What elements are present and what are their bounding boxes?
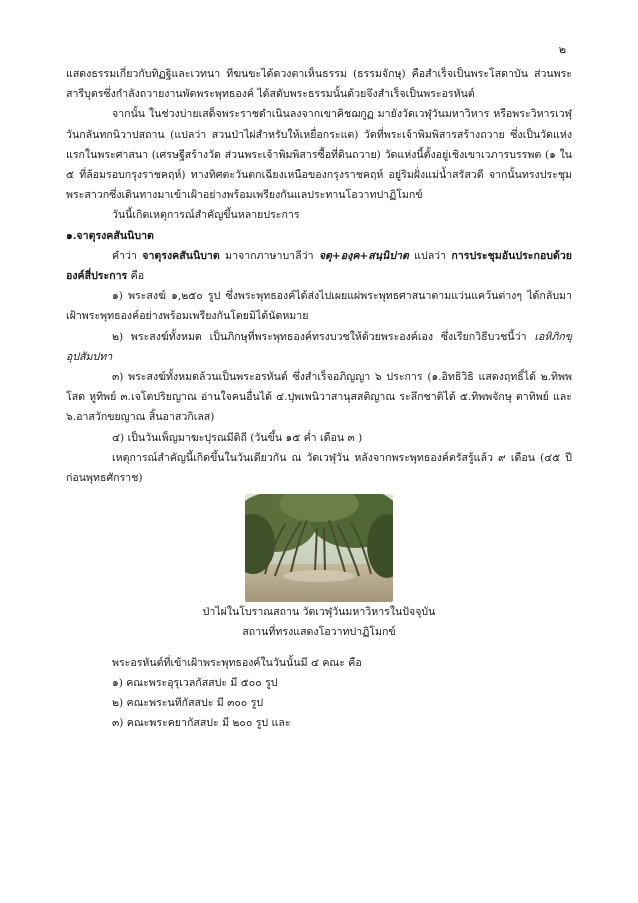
list-item-text: ๒) พระสงฆ์ทั้งหมด เป็นภิกษุที่พระพุทธองค์ทรงบวชให้ด้วยพระองค์เอง ซึ่งเรียกวิธีบวชนี้ว่า bbox=[112, 330, 535, 343]
pali-etymology: จตุ+องฺค+สนฺนิปาต bbox=[318, 249, 409, 262]
paragraph-5: เหตุการณ์สำคัญนี้เกิดขึ้นในวันเดียวกัน ณ วัดเวฬุวัน หลังจากพระพุทธองค์ตรัสรู้แล้ว ๙ เดือน (๔๕ ปี ก่อนพุทธศักราช) bbox=[66, 451, 572, 485]
definition-text: มาจากภาษาบาลีว่า bbox=[219, 249, 319, 262]
page-number: ๒ bbox=[558, 43, 566, 56]
definition-text: คือ bbox=[127, 270, 145, 283]
list-item: ๒) คณะพระนทีกัสสปะ มี ๓๐๐ รูป bbox=[112, 697, 264, 710]
photo-caption: ป่าไผ่ในโบราณสถาน วัดเวฬุวันมหาวิหารในปัจจุบัน bbox=[202, 606, 436, 619]
photo-caption: สถานที่ทรงแสดงโอวาทปาฏิโมกข์ bbox=[242, 626, 396, 639]
list-item: ๔) เป็นวันเพ็ญมาฆะปุรณมีดิถี (วันขึ้น ๑๕ ค่ำ เดือน ๓ ) bbox=[112, 431, 363, 444]
paragraph-definition bbox=[66, 246, 572, 286]
bamboo-forest-photo bbox=[245, 494, 393, 602]
list-item: ๓) พระสงฆ์ทั้งหมดล้วนเป็นพระอรหันต์ ซึ่งสำเร็จอภิญญา ๖ ประการ (๑.อิทธิวิธิ แสดงฤทธิ์ได้ ๒.ทิพพโสต หูทิพย์ ๓.เจโตปริยญาณ อ่านใจคนอื่นได้ ๔.ปุพเพนิวาสานุสสติญาณ ระลึกชาติได้ ๕.ทิพพจักษุ ตาทิพย์ และ ๖.อาสวักขยญาณ สิ้นอาสวกิเลส) bbox=[66, 371, 572, 424]
list-item: ๓) คณะพระคยากัสสปะ มี ๒๐๐ รูป และ bbox=[112, 717, 291, 730]
list-item: ๑) คณะพระอุรุเวลกัสสปะ มี ๕๐๐ รูป bbox=[112, 676, 278, 689]
list-intro: พระอรหันต์ที่เข้าเฝ้าพระพุทธองค์ในวันนั้นมี ๔ คณะ คือ bbox=[112, 656, 362, 669]
paragraph-3: วันนี้เกิดเหตุการณ์สำคัญขึ้นหลายประการ bbox=[112, 209, 300, 222]
meaning-bold: การประชุมอันประกอบด้วยองค์สี่ประการ bbox=[66, 249, 572, 283]
definition-text: คำว่า bbox=[112, 249, 143, 262]
list-item: ๑) พระสงฆ์ ๑,๒๕๐ รูป ซึ่งพระพุทธองค์ได้ส่งไปเผยแผ่พระพุทธศาสนาตามแว่นแคว้นต่างๆ ได้กลับมาเฝ้าพระพุทธองค์อย่างพร้อมเพรียงกันโดยมิได้นัดหมาย bbox=[66, 290, 572, 323]
list-item-italic: เอหิภิกขุอุปสัมปทา bbox=[66, 330, 572, 363]
definition-text: แปลว่า bbox=[408, 249, 452, 262]
list-item bbox=[66, 327, 572, 367]
paragraph-1: แสดงธรรมเกี่ยวกับทิฏฐิและเวทนา ทีฆนขะได้ดวงตาเห็นธรรม (ธรรมจักษุ) คือสำเร็จเป็นพระโสดาบัน ส่วนพระสารีบุตรซึ่งกำลังถวายงานพัดพระพุทธองค์ ได้สดับพระธรรมนั้นด้วยจึงสำเร็จเป็นพระอรหันต์ bbox=[66, 68, 572, 101]
document-body bbox=[66, 64, 572, 733]
term-bold: จาตุรงคสันนิบาต bbox=[142, 249, 220, 262]
paragraph-2: จากนั้น ในช่วงบ่ายเสด็จพระราชดำเนินลงจากเขาคิชฌกูฏ มายังวัดเวฬุวันมหาวิหาร หรือพระวิหารเวฬุวันกลันทกนิวาปสถาน (แปลว่า สวนป่าไผ่สำหรับให้เหยื่อกระแต) วัดที่พระเจ้าพิมพิสารสร้างถวาย ซึ่งเป็นวัดแห่งแรกในพระศาสนา (เศรษฐีสร้างวัด ส่วนพระเจ้าพิมพิสารซื้อที่ดินถวาย) วัดแห่งนี้ตั้งอยู่เชิงเขาเวภารบรรพต (๑ ใน ๕ ที่ล้อมรอบกรุงราชคฤห์) ทางทิศตะวันตกเฉียงเหนือของกรุงราชคฤห์ อยู่ริมฝั่งแม่น้ำสรัสวดี จากนั้นทรงประชุมพระสาวกซึ่งเดินทางมาเข้าเฝ้าอย่างพร้อมเพรียงกันแลประทานโอวาทปาฏิโมกข์ bbox=[66, 108, 572, 202]
section-heading: ๑.จาตุรงคสันนิบาต bbox=[66, 229, 154, 242]
